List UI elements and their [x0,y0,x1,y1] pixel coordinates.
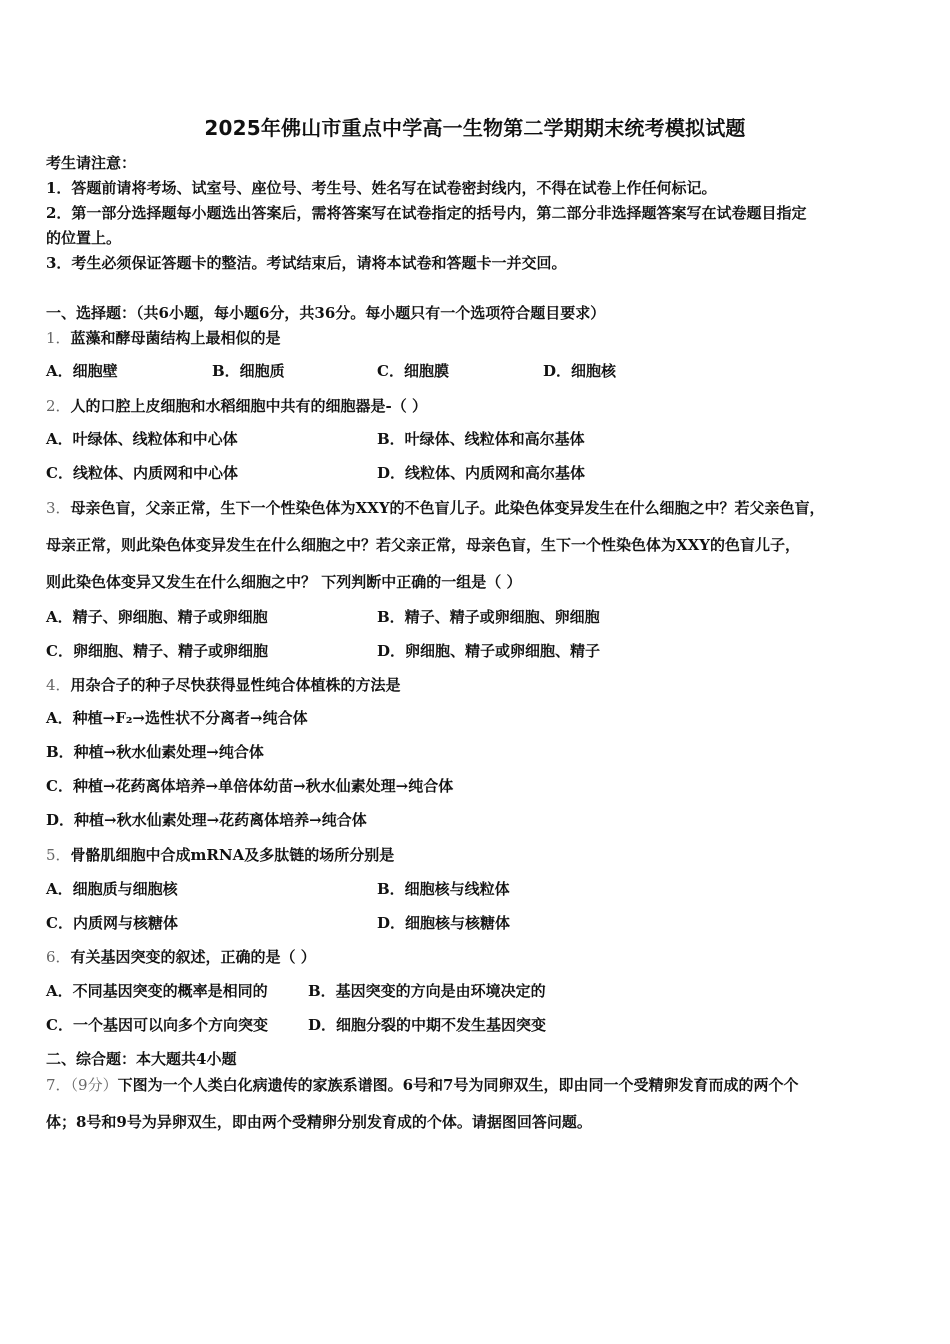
question-text: 人的口腔上皮细胞和水稻细胞中共有的细胞器是-（ ） [70,397,427,415]
option-a: A．精子、卵细胞、精子或卵细胞 [46,608,268,626]
question-text: 用杂合子的种子尽快获得显性纯合体植株的方法是 [70,676,401,694]
option-a: A．细胞质与细胞核 [46,880,178,898]
option-c: C．细胞膜 [377,362,449,380]
question-number: 1． [46,329,71,347]
option-c: C．种植→花药离体培养→单倍体幼苗→秋水仙素处理→纯合体 [46,777,454,795]
page-title: 2025年佛山市重点中学高一生物第二学期期末统考模拟试题 [204,116,746,140]
option-d: D．细胞核与核糖体 [377,914,511,932]
question-3-stem-cont: 母亲正常，则此染色体变异发生在什么细胞之中？若父亲正常，母亲色盲，生下一个性染色体为XXY的色盲儿子， [46,536,800,554]
option-d: D．种植→秋水仙素处理→花药离体培养→纯合体 [46,811,367,829]
option-a: A．叶绿体、线粒体和中心体 [46,430,238,448]
option-b: B．精子、精子或卵细胞、卵细胞 [377,608,600,626]
option-a: A．种植→F₂→选性状不分离者→纯合体 [46,709,308,727]
notice-heading: 考生请注意： [46,154,137,172]
option-d: D．卵细胞、精子或卵细胞、精子 [377,642,601,660]
option-c: C．内质网与核糖体 [46,914,178,932]
question-number: 3． [46,499,71,517]
option-a: A．细胞壁 [46,362,118,380]
option-a: A．不同基因突变的概率是相同的 [46,982,268,1000]
option-c: C．线粒体、内质网和中心体 [46,464,238,482]
question-text: 蓝藻和酵母菌结构上最相似的是 [70,329,281,347]
notice-item: 1．答题前请将考场、试室号、座位号、考生号、姓名写在试卷密封线内，不得在试卷上作任何标记。 [46,179,717,197]
notice-item: 的位置上。 [46,229,122,247]
question-3-stem [46,497,825,518]
option-b: B．细胞质 [212,362,285,380]
question-number: 5． [46,846,71,864]
question-number: 6． [46,948,71,966]
option-d: D．细胞核 [543,362,617,380]
question-7-stem-cont: 体；8号和9号为异卵双生，即由两个受精卵分别发育成的个体。请据图回答问题。 [46,1113,592,1131]
question-text: 骨骼肌细胞中合成mRNA及多肽链的场所分别是 [70,846,395,864]
question-number: 4． [46,676,71,694]
option-b: B．细胞核与线粒体 [377,880,510,898]
option-c: C．卵细胞、精子、精子或卵细胞 [46,642,268,660]
section1-heading: 一、选择题：（共6小题，每小题6分，共36分。每小题只有一个选项符合题目要求） [46,304,606,322]
section2-heading: 二、综合题：本大题共4小题 [46,1050,237,1068]
question-text: 下图为一个人类白化病遗传的家族系谱图。6号和7号为同卵双生，即由同一个受精卵发育而成的两个个 [117,1076,799,1094]
question-text: 母亲色盲，父亲正常，生下一个性染色体为XXY的不色盲儿子。此染色体变异发生在什么细胞之中？若父亲色盲， [70,499,825,517]
notice-item: 3．考生必须保证答题卡的整洁。考试结束后，请将本试卷和答题卡一并交回。 [46,254,567,272]
option-d: D．细胞分裂的中期不发生基因突变 [308,1016,547,1034]
question-text: 有关基因突变的叙述，正确的是（ ） [70,948,316,966]
question-4-stem [46,674,401,695]
option-b: B．基因突变的方向是由环境决定的 [308,982,546,1000]
notice-item: 2．第一部分选择题每小题选出答案后，需将答案写在试卷指定的括号内，第二部分非选择题答案写在试卷题目指定 [46,204,807,222]
option-c: C．一个基因可以向多个方向突变 [46,1016,268,1034]
option-b: B．叶绿体、线粒体和高尔基体 [377,430,585,448]
question-7-stem [46,1074,798,1095]
question-5-stem [46,844,394,865]
question-3-stem-cont: 则此染色体变异又发生在什么细胞之中？ 下列判断中正确的一组是（ ） [46,573,522,591]
option-d: D．线粒体、内质网和高尔基体 [377,464,586,482]
question-number: 2． [46,397,71,415]
question-1-stem [46,327,281,348]
option-b: B．种植→秋水仙素处理→纯合体 [46,743,264,761]
question-2-stem [46,395,427,416]
question-6-stem [46,946,316,967]
question-number: 7．（9分） [46,1076,118,1094]
